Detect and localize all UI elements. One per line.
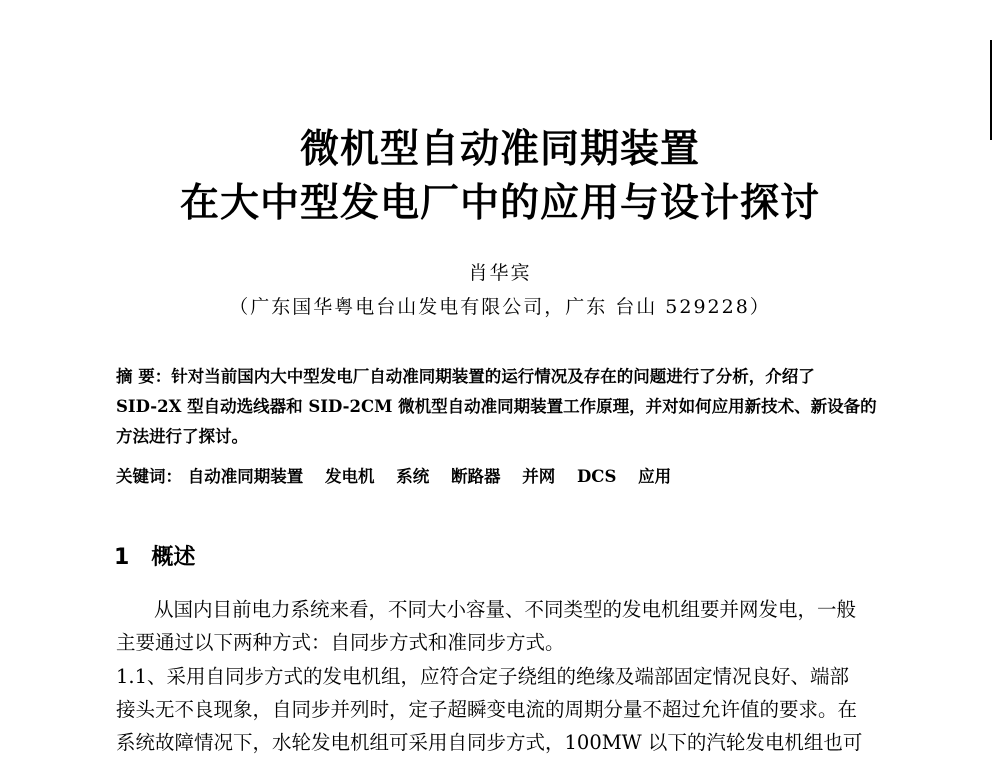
title-line-2: 在大中型发电厂中的应用与设计探讨: [179, 181, 820, 226]
keyword-item: 断路器: [451, 467, 501, 486]
body-paragraph-line: 接头无不良现象，自同步并列时，定子超瞬变电流的周期分量不超过允许值的要求。在: [116, 698, 858, 721]
keyword-item: 应用: [638, 467, 672, 486]
keywords-label: 关键词：: [116, 467, 182, 486]
keyword-item: 系统: [396, 467, 430, 486]
abstract: [116, 362, 906, 452]
section-number: 1: [114, 545, 130, 570]
author-affiliation: （广东国华粤电台山发电有限公司，广东 台山 529228）: [229, 296, 771, 318]
body-paragraph-line: 从国内目前电力系统来看，不同大小容量、不同类型的发电机组要并网发电，一般: [154, 598, 857, 621]
body-paragraph-line: 1.1、采用自同步方式的发电机组，应符合定子绕组的绝缘及端部固定情况良好、端部: [116, 665, 850, 688]
abstract-line-3: 方法进行了探讨。: [116, 427, 248, 446]
abstract-text-1: 针对当前国内大中型发电厂自动准同期装置的运行情况及存在的问题进行了分析，介绍了: [171, 367, 815, 386]
keywords: [116, 463, 687, 487]
keyword-item: 发电机: [325, 467, 375, 486]
keyword-item: DCS: [577, 467, 617, 486]
author-name: 肖华宾: [468, 262, 532, 284]
body-paragraph-line: 主要通过以下两种方式：自同步方式和准同步方式。: [116, 631, 565, 654]
section-heading: [114, 540, 195, 571]
abstract-label: 摘 要：: [116, 367, 172, 386]
title-line-1: 微机型自动准同期装置: [299, 127, 700, 172]
keyword-item: 自动准同期装置: [187, 467, 304, 486]
abstract-line-2: SID-2X 型自动选线器和 SID-2CM 微机型自动准同期装置工作原理，并对如何应用新技术、新设备的: [116, 397, 877, 416]
body-paragraph-line: 系统故障情况下，水轮发电机组可采用自同步方式，100MW 以下的汽轮发电机组也可: [116, 731, 863, 754]
keyword-item: 并网: [522, 467, 556, 486]
section-title: 概述: [151, 545, 196, 570]
abstract-line-1: [116, 362, 906, 392]
